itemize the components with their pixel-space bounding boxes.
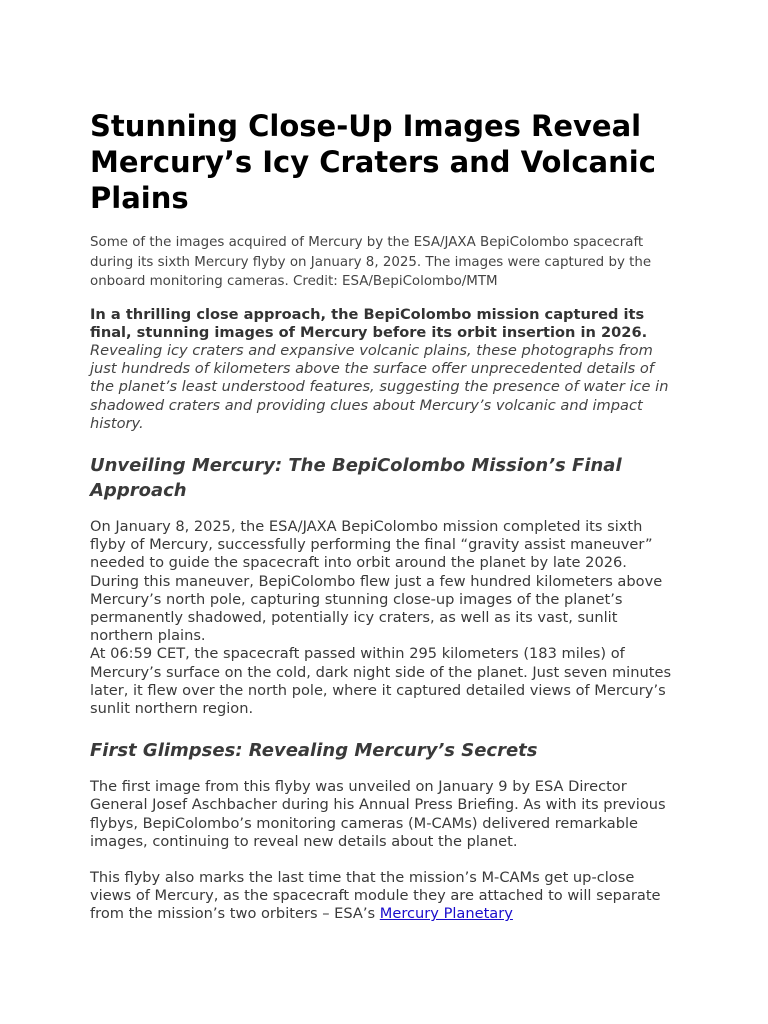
section-body-first-glimpses xyxy=(90,778,680,923)
lead-bold-text: In a thrilling close approach, the BepiColombo mission captured its final, stunning images of Mercury before its orbit insertion in 2026. xyxy=(90,305,648,341)
article-title: Stunning Close-Up Images Reveal Mercury’s Icy Craters and Volcanic Plains xyxy=(90,109,656,215)
lead-italic-text: Revealing icy craters and expansive volcanic plains, these photographs from just hundreds of kilometers above the surface offer unprecedented details of the planet’s least understood features, suggesting the presence of water ice in shadowed craters and providing clues about Mercury’s volcanic and impact history. xyxy=(90,341,669,432)
section1-paragraph-2: At 06:59 CET, the spacecraft passed within 295 kilometers (183 miles) of Mercury’s surface on the cold, dark night side of the planet. Just seven minutes later, it flew over the north pole, where it captured detailed views of Mercury’s sunlit northern region. xyxy=(90,645,672,717)
paragraph-spacer xyxy=(90,851,680,869)
section1-paragraph-1: On January 8, 2025, the ESA/JAXA BepiColombo mission completed its sixth flyby of Mercury, successfully performing the final “gravity assist maneuver” needed to guide the spacecraft into orbit around the planet by late 2026. During this maneuver, BepiColombo flew just a few hundred kilometers above Mercury’s north pole, capturing stunning close-up images of the planet’s permanently shadowed, potentially icy craters, as well as its vast, sunlit northern plains. xyxy=(90,517,663,645)
section-heading-unveiling: Unveiling Mercury: The BepiColombo Mission’s Final Approach xyxy=(90,454,622,501)
mercury-planetary-link[interactable]: Mercury Planetary xyxy=(379,905,513,923)
lead-paragraph xyxy=(90,306,680,433)
section2-paragraph-1: The first image from this flyby was unveiled on January 9 by ESA Director General Josef Aschbacher during his Annual Press Briefing. As with its previous flybys, BepiColombo’s monitoring cameras (M-CAMs) delivered remarkable images, continuing to reveal new details about the planet. xyxy=(90,778,666,850)
section2-paragraph-2 xyxy=(90,869,680,924)
image-caption: Some of the images acquired of Mercury by the ESA/JAXA BepiColombo spacecraft during its sixth Mercury flyby on January 8, 2025. The images were captured by the onboard monitoring cameras. Credit: ESA/BepiColombo/MTM xyxy=(90,235,652,289)
article xyxy=(90,108,680,924)
section-heading-first-glimpses: First Glimpses: Revealing Mercury’s Secrets xyxy=(90,740,538,762)
section-body-unveiling xyxy=(90,518,680,718)
section2-paragraph-2-text: This flyby also marks the last time that the mission’s M-CAMs get up-close views of Mercury, as the spacecraft module they are attached to will separate from the mission’s two orbiters – ESA’s xyxy=(90,868,661,923)
